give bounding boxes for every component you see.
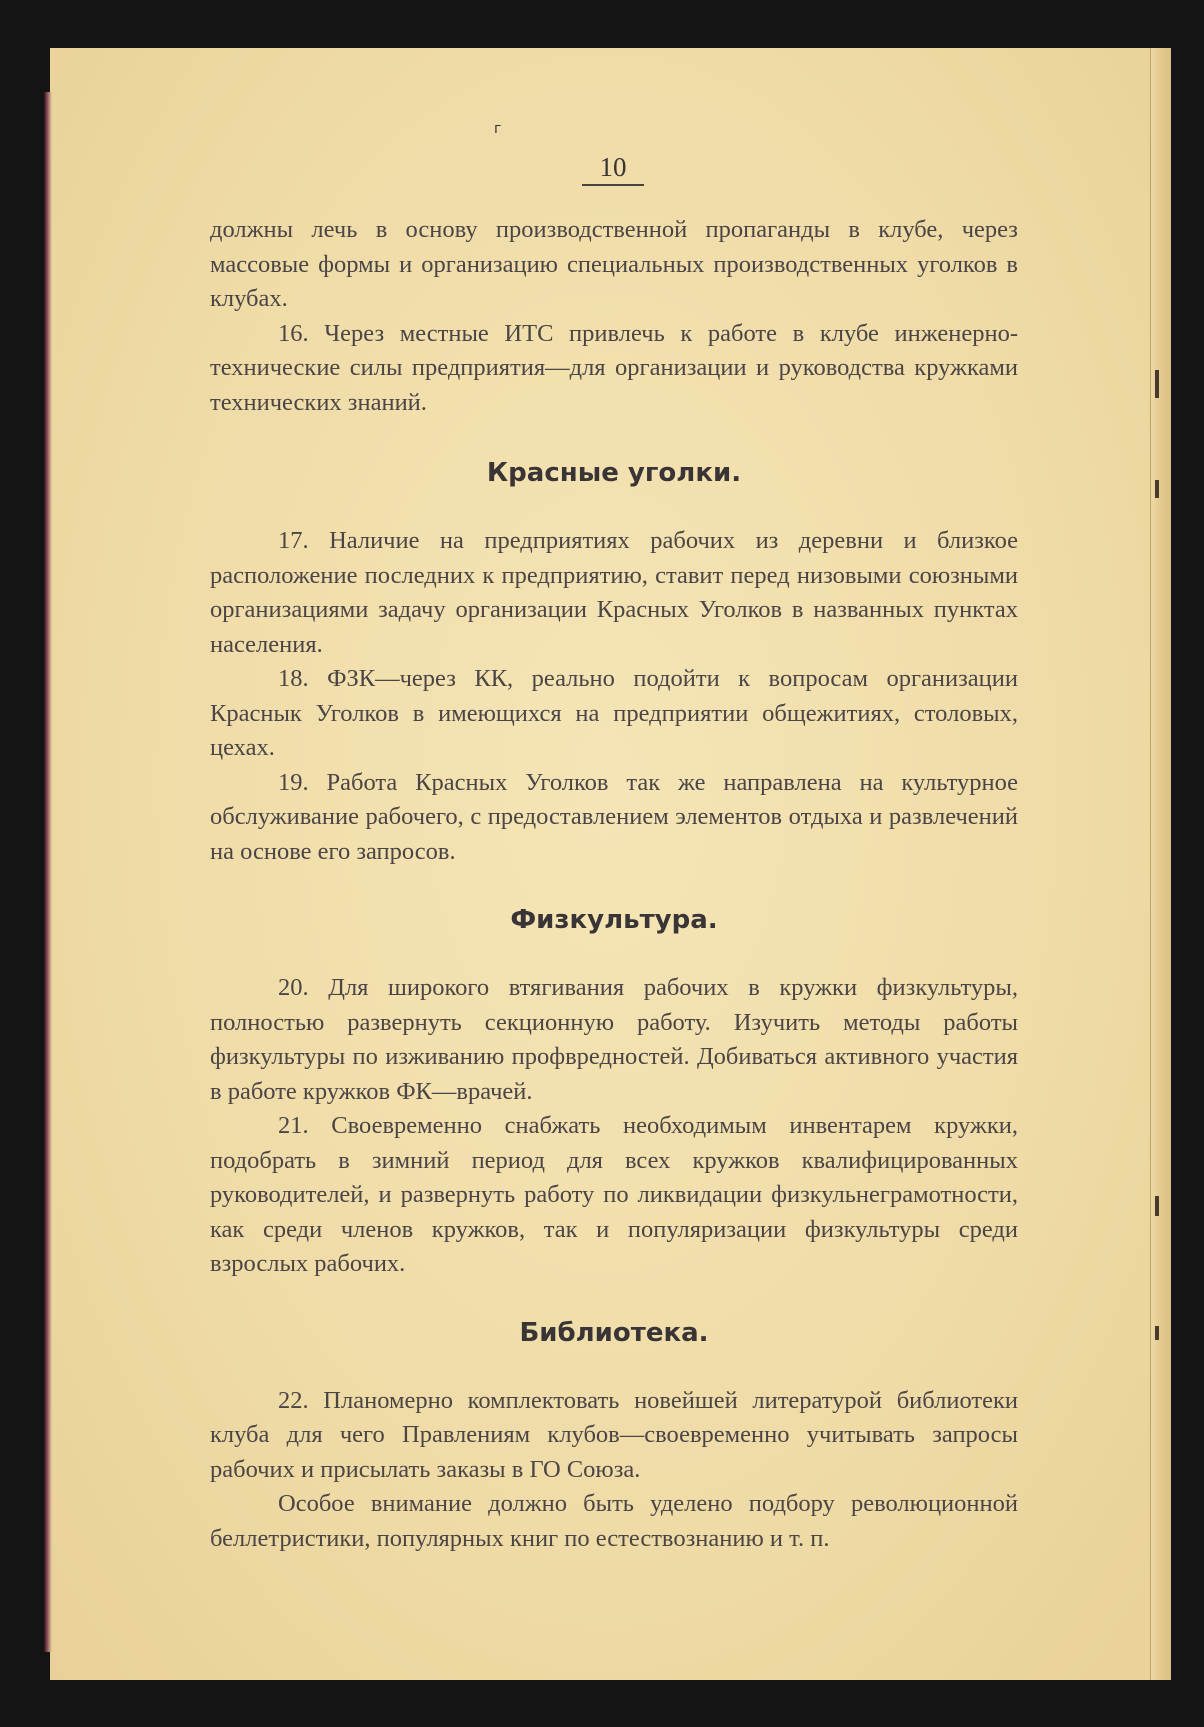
paragraph: 18. ФЗК—через КК, реально подойти к вопросам организации Краснык Уголков в имеющихся на предприятии общежитиях, столовых, цехах. bbox=[210, 665, 1018, 761]
edge-mark bbox=[1155, 1326, 1159, 1340]
page-corner-mark: г bbox=[494, 121, 502, 137]
paragraph: 17. Наличие на предприятиях рабочих из деревни и близкое расположение последних к предприятию, ставит перед низовыми союзными организациями задачу организации Красных Уголков в названных пунктах населения. bbox=[210, 527, 1018, 658]
section-heading: Красные уголки. bbox=[486, 458, 742, 488]
paragraph: 20. Для широкого втягивания рабочих в кружки физкультуры, полностью развернуть секционную работу. Изучить методы работы физкультуры по изживанию профвредностей. Добиваться активного участия в работе кружков ФК—врачей. bbox=[210, 974, 1018, 1105]
edge-mark bbox=[1155, 480, 1159, 498]
paragraph: 22. Планомерно комплектовать новейшей литературой библиотеки клуба для чего Правлениям клубов—своевременно учитывать запросы рабочих и присылать заказы в ГО Союза. bbox=[210, 1386, 1018, 1483]
page-edge-right bbox=[1150, 48, 1171, 1680]
section-heading: Физкультура. bbox=[510, 905, 718, 935]
paragraph: 19. Работа Красных Уголков так же направлена на культурное обслуживание рабочего, с предоставлением элементов отдыха и развлечений на основе его запросов. bbox=[210, 768, 1018, 865]
edge-mark bbox=[1155, 370, 1159, 398]
paragraph: Особое внимание должно быть уделено подбору революционной беллетристики, популярных книг по естествознанию и т. п. bbox=[210, 1490, 1018, 1552]
paragraph: 16. Через местные ИТС привлечь к работе в клубе инженерно-технические силы предприятия—для организации и руководства кружками технических знаний. bbox=[210, 319, 1018, 416]
edge-mark bbox=[1155, 1196, 1159, 1216]
paragraph: 21. Своевременно снабжать необходимым инвентарем кружки, подобрать в зимний период для всех кружков квалифицированных руководителей, и развернуть работу по ликвидации физкульнеграмотности, как среди членов кружков, так и популяризации физкультуры среди взрослых рабочих. bbox=[210, 1112, 1018, 1277]
body-text bbox=[210, 213, 1018, 1556]
paragraph: должны лечь в основу производственной пропаганды в клубе, через массовые формы и организацию специальных производственных уголков в клубах. bbox=[210, 216, 1018, 312]
binding-edge-left bbox=[44, 92, 52, 1652]
section-heading: Библиотека. bbox=[519, 1317, 709, 1348]
page-number: 10 bbox=[582, 152, 644, 186]
